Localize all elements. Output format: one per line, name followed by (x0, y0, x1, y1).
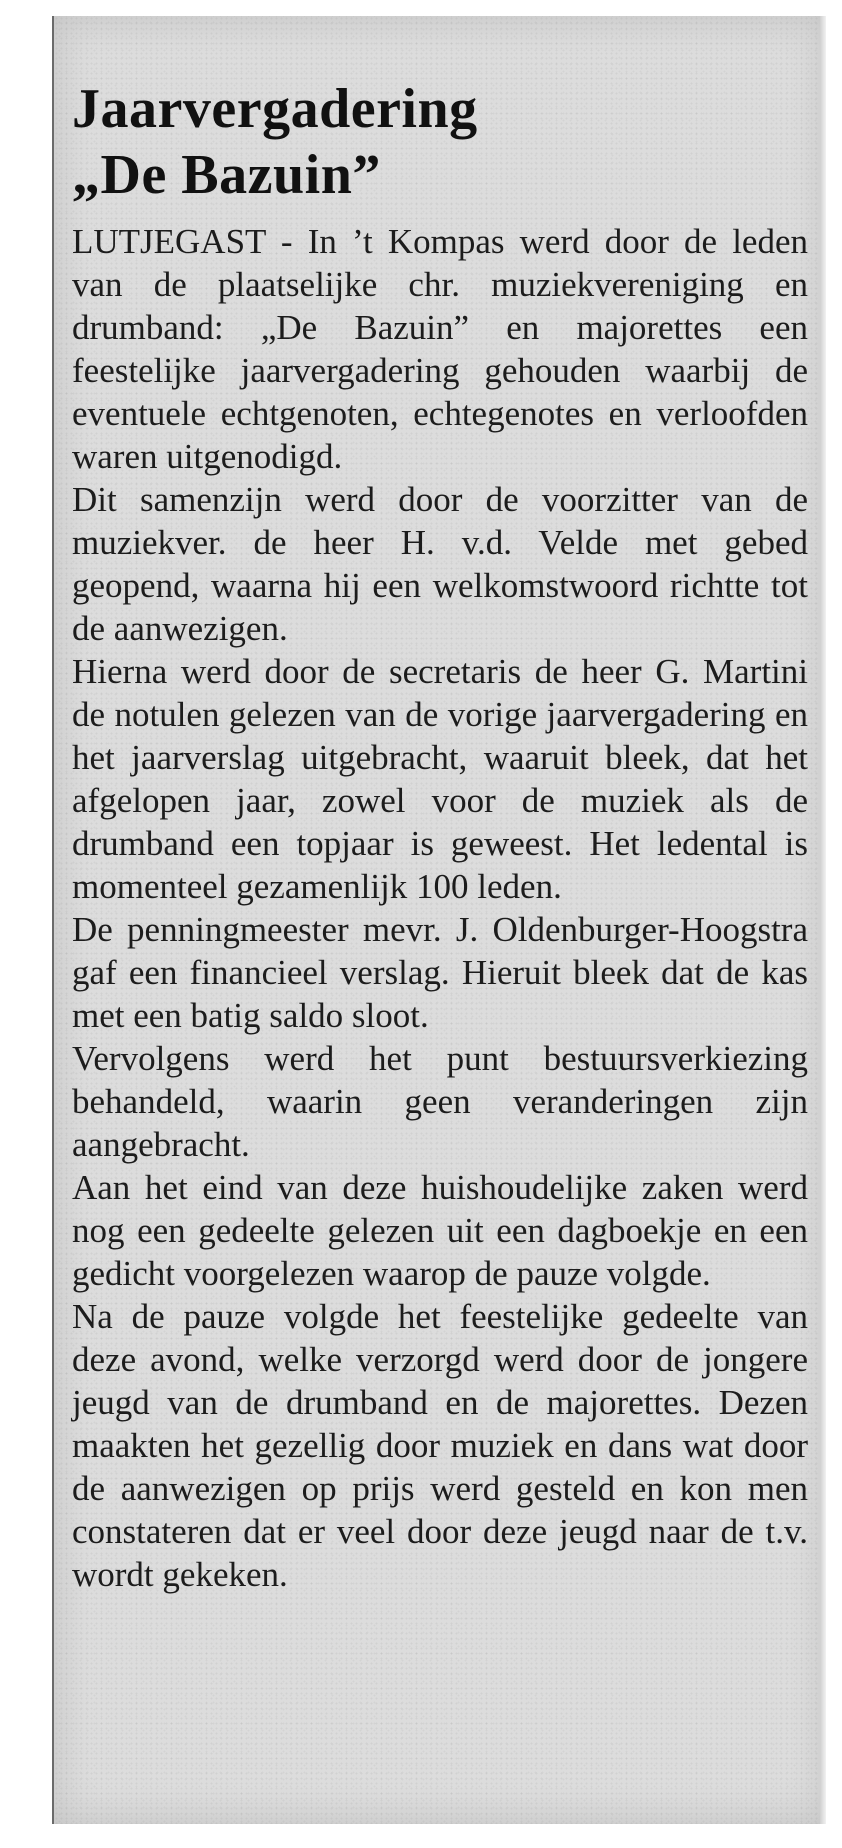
article-body (72, 220, 808, 1596)
article-paragraph-1: LUTJEGAST - In ’t Kompas werd door de leden van de plaatselijke chr. muziekvereniging en drumband: „De Bazuin” en majorettes een feestelijke jaarvergadering gehouden waarbij de eventuele echtgenoten, echtegenotes en verloofden waren uitgenodigd. (72, 222, 808, 476)
article-paragraph-6: Aan het eind van deze huishoudelijke zaken werd nog een gedeelte gelezen uit een dagboekje en een gedicht voorgelezen waarop de pauze volgde. (72, 1168, 808, 1293)
article-paragraph-2: Dit samenzijn werd door de voorzitter van de muziekver. de heer H. v.d. Velde met gebed geopend, waarna hij een welkomstwoord richtte tot de aanwezigen. (72, 480, 808, 648)
article (72, 76, 808, 1596)
article-headline (72, 76, 808, 208)
newspaper-clipping (52, 16, 826, 1824)
article-paragraph-5: Vervolgens werd het punt bestuursverkiezing behandeld, waarin geen veranderingen zijn aangebracht. (72, 1039, 808, 1164)
paper-edge (820, 16, 826, 1824)
article-paragraph-4: De penningmeester mevr. J. Oldenburger-Hoogstra gaf een financieel verslag. Hieruit bleek dat de kas met een batig saldo sloot. (72, 910, 808, 1035)
article-paragraph-3: Hierna werd door de secretaris de heer G. Martini de notulen gelezen van de vorige jaarvergadering en het jaarverslag uitgebracht, waaruit bleek, dat het afgelopen jaar, zowel voor de muziek als de drumband een topjaar is geweest. Het ledental is momenteel gezamenlijk 100 leden. (72, 652, 808, 906)
headline-line-1: Jaarvergadering (72, 78, 478, 140)
article-paragraph-7: Na de pauze volgde het feestelijke gedeelte van deze avond, welke verzorgd werd door de jongere jeugd van de drumband en de majorettes. Dezen maakten het gezellig door muziek en dans wat door de aanwezigen op prijs werd gesteld en kon men constateren dat er veel door deze jeugd naar de t.v. wordt gekeken. (72, 1297, 808, 1594)
headline-line-2: „De Bazuin” (72, 144, 381, 206)
